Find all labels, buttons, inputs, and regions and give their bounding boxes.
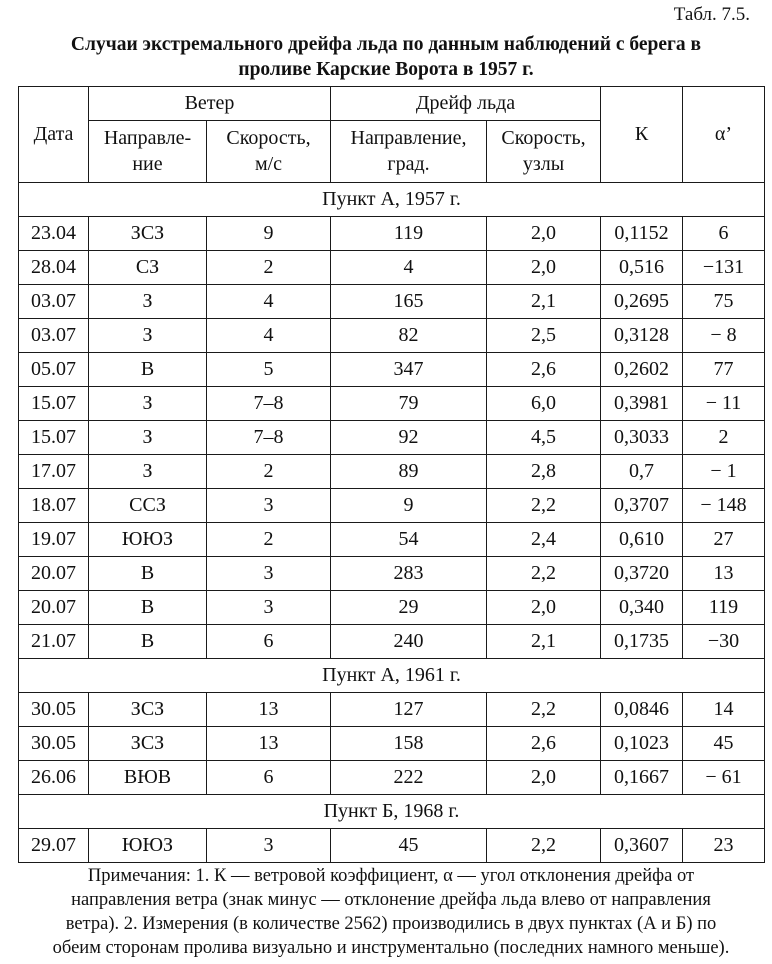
table-title xyxy=(0,32,772,82)
cell-alpha: 6 xyxy=(683,217,765,251)
table-row xyxy=(19,523,765,557)
cell-k: 0,3128 xyxy=(601,319,683,353)
table-row xyxy=(19,727,765,761)
cell-drift-speed: 2,1 xyxy=(487,625,601,659)
cell-drift-direction: 347 xyxy=(331,353,487,387)
cell-date: 30.05 xyxy=(19,727,89,761)
cell-date: 18.07 xyxy=(19,489,89,523)
cell-wind-speed: 2 xyxy=(207,455,331,489)
cell-k: 0,0846 xyxy=(601,693,683,727)
cell-k: 0,3033 xyxy=(601,421,683,455)
table-row xyxy=(19,625,765,659)
cell-drift-speed: 6,0 xyxy=(487,387,601,421)
cell-wind-direction: ЗСЗ xyxy=(89,693,207,727)
header-wind-speed-line-2: м/с xyxy=(254,153,283,175)
cell-wind-speed: 13 xyxy=(207,727,331,761)
section-title: Пункт А, 1957 г. xyxy=(19,183,765,217)
cell-drift-speed: 2,0 xyxy=(487,251,601,285)
cell-alpha: −131 xyxy=(683,251,765,285)
cell-drift-direction: 54 xyxy=(331,523,487,557)
table-number: Табл. 7.5. xyxy=(673,4,750,25)
table-row xyxy=(19,251,765,285)
cell-drift-direction: 89 xyxy=(331,455,487,489)
table-header xyxy=(19,87,765,183)
cell-k: 0,340 xyxy=(601,591,683,625)
cell-wind-direction: ЮЮЗ xyxy=(89,829,207,863)
header-date: Дата xyxy=(19,87,89,183)
cell-k: 0,3720 xyxy=(601,557,683,591)
header-k: К xyxy=(601,87,683,183)
cell-wind-direction: В xyxy=(89,591,207,625)
cell-wind-direction: ЮЮЗ xyxy=(89,523,207,557)
cell-alpha: − 148 xyxy=(683,489,765,523)
cell-drift-speed: 2,2 xyxy=(487,489,601,523)
cell-date: 19.07 xyxy=(19,523,89,557)
cell-alpha: − 11 xyxy=(683,387,765,421)
notes-line-2: направления ветра (знак минус — отклонение дрейфа льда влево от направления xyxy=(71,890,711,910)
cell-wind-speed: 3 xyxy=(207,829,331,863)
cell-wind-direction: ЗСЗ xyxy=(89,727,207,761)
cell-drift-speed: 2,0 xyxy=(487,217,601,251)
header-drift-speed-line-1: Скорость, xyxy=(501,127,586,149)
cell-date: 15.07 xyxy=(19,387,89,421)
cell-wind-direction: З xyxy=(89,285,207,319)
table-row xyxy=(19,761,765,795)
cell-date: 20.07 xyxy=(19,557,89,591)
cell-alpha: 119 xyxy=(683,591,765,625)
table-row xyxy=(19,591,765,625)
cell-alpha: − 1 xyxy=(683,455,765,489)
table-row xyxy=(19,387,765,421)
cell-k: 0,7 xyxy=(601,455,683,489)
cell-drift-speed: 2,4 xyxy=(487,523,601,557)
table-row xyxy=(19,353,765,387)
cell-drift-direction: 158 xyxy=(331,727,487,761)
drift-table xyxy=(18,86,765,863)
cell-date: 15.07 xyxy=(19,421,89,455)
cell-wind-direction: З xyxy=(89,319,207,353)
cell-k: 0,3707 xyxy=(601,489,683,523)
table-notes xyxy=(18,864,764,960)
cell-wind-speed: 9 xyxy=(207,217,331,251)
header-wind-direction-line-1: Направле- xyxy=(103,127,192,149)
table-row xyxy=(19,829,765,863)
cell-drift-direction: 29 xyxy=(331,591,487,625)
cell-alpha: 27 xyxy=(683,523,765,557)
cell-date: 30.05 xyxy=(19,693,89,727)
notes-line-1: Примечания: 1. К — ветровой коэффициент, α — угол отклонения дрейфа от xyxy=(87,866,695,886)
header-drift-direction-line-2: град. xyxy=(387,153,430,175)
cell-alpha: − 8 xyxy=(683,319,765,353)
cell-wind-direction: СЗ xyxy=(89,251,207,285)
cell-alpha: 13 xyxy=(683,557,765,591)
header-wind-speed-line-1: Скорость, xyxy=(226,127,311,149)
cell-drift-speed: 2,1 xyxy=(487,285,601,319)
notes-line-4: обеим сторонам пролива визуально и инструментально (последних намного меньше). xyxy=(52,938,730,958)
cell-k: 0,1735 xyxy=(601,625,683,659)
cell-drift-direction: 92 xyxy=(331,421,487,455)
cell-wind-speed: 6 xyxy=(207,761,331,795)
cell-date: 17.07 xyxy=(19,455,89,489)
cell-wind-speed: 2 xyxy=(207,251,331,285)
cell-k: 0,3607 xyxy=(601,829,683,863)
cell-alpha: 23 xyxy=(683,829,765,863)
cell-wind-direction: ССЗ xyxy=(89,489,207,523)
cell-wind-speed: 3 xyxy=(207,557,331,591)
table-row xyxy=(19,455,765,489)
cell-drift-speed: 4,5 xyxy=(487,421,601,455)
table-row xyxy=(19,319,765,353)
cell-wind-direction: В xyxy=(89,353,207,387)
cell-drift-speed: 2,0 xyxy=(487,591,601,625)
cell-date: 03.07 xyxy=(19,285,89,319)
cell-wind-speed: 6 xyxy=(207,625,331,659)
table-row xyxy=(19,693,765,727)
cell-wind-speed: 5 xyxy=(207,353,331,387)
table-row xyxy=(19,489,765,523)
cell-drift-direction: 9 xyxy=(331,489,487,523)
cell-alpha: 77 xyxy=(683,353,765,387)
cell-drift-speed: 2,0 xyxy=(487,761,601,795)
cell-date: 28.04 xyxy=(19,251,89,285)
cell-wind-speed: 7–8 xyxy=(207,421,331,455)
cell-drift-direction: 127 xyxy=(331,693,487,727)
table-row xyxy=(19,285,765,319)
cell-drift-direction: 4 xyxy=(331,251,487,285)
cell-wind-speed: 4 xyxy=(207,319,331,353)
cell-wind-direction: ЗСЗ xyxy=(89,217,207,251)
cell-date: 21.07 xyxy=(19,625,89,659)
cell-k: 0,1152 xyxy=(601,217,683,251)
header-drift-speed-line-2: узлы xyxy=(522,153,565,175)
cell-wind-speed: 3 xyxy=(207,489,331,523)
table-row xyxy=(19,217,765,251)
header-wind-speed xyxy=(207,121,331,183)
cell-k: 0,1667 xyxy=(601,761,683,795)
cell-drift-direction: 165 xyxy=(331,285,487,319)
cell-wind-direction: З xyxy=(89,455,207,489)
cell-drift-speed: 2,2 xyxy=(487,829,601,863)
cell-wind-direction: З xyxy=(89,421,207,455)
cell-wind-direction: В xyxy=(89,625,207,659)
cell-date: 05.07 xyxy=(19,353,89,387)
cell-drift-direction: 82 xyxy=(331,319,487,353)
section-title: Пункт Б, 1968 г. xyxy=(19,795,765,829)
cell-drift-direction: 79 xyxy=(331,387,487,421)
cell-k: 0,516 xyxy=(601,251,683,285)
cell-drift-direction: 45 xyxy=(331,829,487,863)
cell-drift-speed: 2,6 xyxy=(487,353,601,387)
cell-drift-direction: 222 xyxy=(331,761,487,795)
cell-wind-speed: 2 xyxy=(207,523,331,557)
header-drift-speed xyxy=(487,121,601,183)
cell-k: 0,1023 xyxy=(601,727,683,761)
header-drift: Дрейф льда xyxy=(331,87,601,121)
cell-wind-speed: 13 xyxy=(207,693,331,727)
header-drift-direction xyxy=(331,121,487,183)
cell-drift-direction: 119 xyxy=(331,217,487,251)
section-title: Пункт А, 1961 г. xyxy=(19,659,765,693)
cell-drift-speed: 2,2 xyxy=(487,557,601,591)
cell-drift-speed: 2,5 xyxy=(487,319,601,353)
table-body xyxy=(19,183,765,863)
title-line-2: проливе Карские Ворота в 1957 г. xyxy=(238,59,534,80)
cell-wind-direction: З xyxy=(89,387,207,421)
cell-drift-speed: 2,6 xyxy=(487,727,601,761)
header-wind: Ветер xyxy=(89,87,331,121)
cell-drift-speed: 2,2 xyxy=(487,693,601,727)
header-alpha: α’ xyxy=(683,87,765,183)
cell-alpha: 14 xyxy=(683,693,765,727)
title-line-1: Случаи экстремального дрейфа льда по данным наблюдений с берега в xyxy=(70,34,702,55)
table-row xyxy=(19,421,765,455)
cell-drift-direction: 240 xyxy=(331,625,487,659)
table-row xyxy=(19,557,765,591)
cell-drift-speed: 2,8 xyxy=(487,455,601,489)
cell-wind-direction: ВЮВ xyxy=(89,761,207,795)
cell-alpha: 75 xyxy=(683,285,765,319)
cell-date: 20.07 xyxy=(19,591,89,625)
cell-alpha: 45 xyxy=(683,727,765,761)
section-header-row xyxy=(19,659,765,693)
cell-date: 29.07 xyxy=(19,829,89,863)
cell-k: 0,2602 xyxy=(601,353,683,387)
header-wind-direction xyxy=(89,121,207,183)
cell-k: 0,2695 xyxy=(601,285,683,319)
header-drift-direction-line-1: Направление, xyxy=(350,127,467,149)
cell-wind-speed: 4 xyxy=(207,285,331,319)
section-header-row xyxy=(19,183,765,217)
cell-alpha: −30 xyxy=(683,625,765,659)
cell-alpha: 2 xyxy=(683,421,765,455)
header-wind-direction-line-2: ние xyxy=(132,153,163,175)
cell-date: 23.04 xyxy=(19,217,89,251)
cell-alpha: − 61 xyxy=(683,761,765,795)
cell-wind-speed: 3 xyxy=(207,591,331,625)
cell-wind-direction: В xyxy=(89,557,207,591)
cell-drift-direction: 283 xyxy=(331,557,487,591)
cell-k: 0,610 xyxy=(601,523,683,557)
section-header-row xyxy=(19,795,765,829)
cell-date: 03.07 xyxy=(19,319,89,353)
cell-wind-speed: 7–8 xyxy=(207,387,331,421)
cell-date: 26.06 xyxy=(19,761,89,795)
cell-k: 0,3981 xyxy=(601,387,683,421)
notes-line-3: ветра). 2. Измерения (в количестве 2562) производились в двух пунктах (А и Б) по xyxy=(65,914,717,934)
